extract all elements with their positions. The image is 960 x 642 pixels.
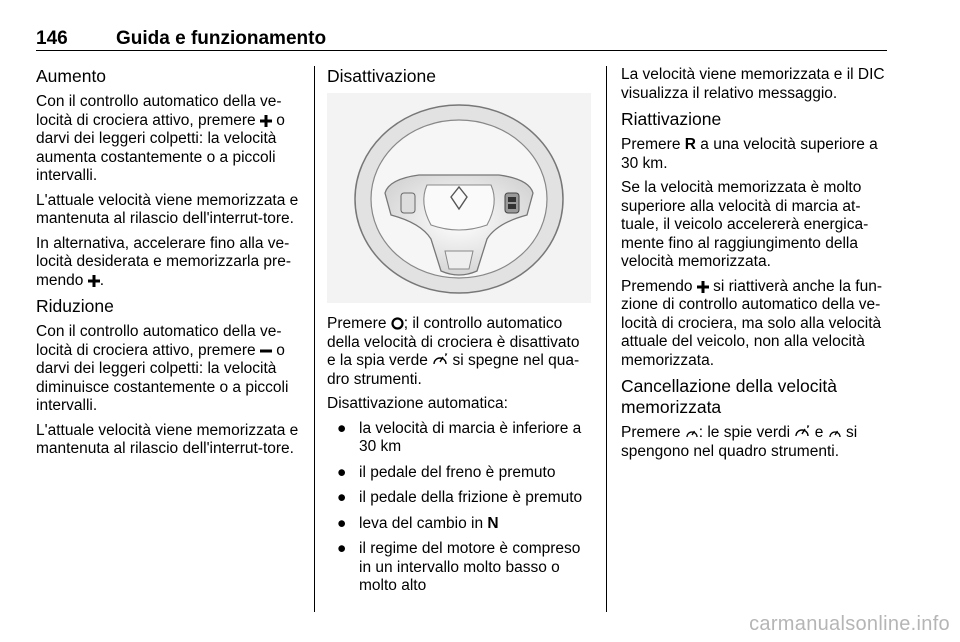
text: il pedale del freno è premuto bbox=[359, 463, 556, 481]
text: o darvi dei leggeri colpetti: la velocità aumenta costantemente o a piccoli intervalli. bbox=[36, 111, 285, 184]
text: e bbox=[814, 424, 824, 441]
paragraph: Se la velocità memorizzata è molto superiore alla velocità di marcia at-tuale, il veicolo accelererà energica-mente fino al raggiungimento della velocità memorizzata. bbox=[621, 179, 869, 270]
list-item bbox=[327, 540, 591, 596]
bullet-marker: ● bbox=[337, 419, 347, 437]
paragraph: La velocità viene memorizzata e il DIC visualizza il relativo messaggio. bbox=[621, 66, 885, 102]
heading-line: Cancellazione della velocità bbox=[621, 376, 837, 396]
text: Premere bbox=[621, 424, 681, 441]
plus-icon bbox=[697, 281, 709, 293]
section-heading-aumento: Aumento bbox=[36, 66, 107, 86]
section-heading-riduzione: Riduzione bbox=[36, 296, 114, 316]
text: o darvi dei leggeri colpetti: la velocità diminuisce costantemente o a piccoli intervalli. bbox=[36, 341, 289, 414]
text: Premere bbox=[621, 136, 681, 153]
paragraph bbox=[621, 424, 889, 461]
plus-icon bbox=[88, 275, 100, 287]
steering-wheel-illustration bbox=[327, 93, 591, 303]
text: Premere bbox=[327, 315, 387, 332]
text: il pedale della frizione è premuto bbox=[359, 489, 583, 506]
circle-o-icon bbox=[391, 317, 404, 330]
list-item bbox=[327, 420, 591, 457]
text: leva del cambio in bbox=[359, 514, 484, 532]
minus-icon bbox=[260, 345, 272, 357]
text: . bbox=[99, 271, 105, 289]
text: In alternativa, accelerare fino alla ve-locità desiderata e memorizzarla pre-mendo bbox=[36, 234, 291, 289]
cruise-control-lamp-icon bbox=[432, 353, 448, 367]
bullet-marker: ● bbox=[337, 463, 347, 481]
paragraph: L'attuale velocità viene memorizzata e mantenuta al rilascio dell'interrut-tore. bbox=[36, 421, 299, 457]
text: Premendo bbox=[621, 277, 693, 295]
key-r: R bbox=[684, 136, 696, 153]
gear-key: N bbox=[487, 514, 499, 532]
column-divider bbox=[314, 66, 315, 612]
paragraph: L'attuale velocità viene memorizzata e mantenuta al rilascio dell'interrut-tore. bbox=[36, 191, 299, 227]
page-header bbox=[36, 28, 887, 51]
text: la velocità di marcia è inferiore a 30 km bbox=[359, 419, 582, 455]
paragraph bbox=[36, 93, 300, 186]
bullet-list bbox=[327, 420, 591, 596]
text: Con il controllo automatico della ve-locità di crociera attivo, premere bbox=[36, 323, 282, 359]
list-item bbox=[327, 489, 591, 508]
column-divider bbox=[606, 66, 607, 612]
column-3 bbox=[621, 66, 889, 467]
paragraph bbox=[621, 278, 889, 371]
text: si spengono nel quadro strumenti. bbox=[621, 424, 858, 460]
running-title: Guida e funzionamento bbox=[116, 28, 327, 49]
text: il regime del motore è compreso in un intervallo molto basso o molto alto bbox=[359, 540, 581, 594]
cruise-control-lamp-icon bbox=[794, 425, 810, 439]
page-number: 146 bbox=[36, 28, 68, 49]
bullet-marker: ● bbox=[337, 489, 347, 506]
section-heading-disattivazione: Disattivazione bbox=[327, 66, 436, 86]
text: si spegne nel qua-dro strumenti. bbox=[327, 352, 580, 388]
column-1 bbox=[36, 66, 300, 465]
text: si riattiverà anche la fun-zione di controllo automatico della ve-locità di crociera, ma solo alla velocità attuale del veicolo, non alla velocità memorizzata. bbox=[621, 277, 882, 369]
bullet-marker: ● bbox=[337, 514, 347, 532]
paragraph bbox=[327, 315, 591, 389]
paragraph: Disattivazione automatica: bbox=[327, 395, 508, 412]
text: ; il controllo automatico della velocità di crociera è disattivato e la spia verde bbox=[327, 315, 580, 369]
paragraph bbox=[36, 323, 300, 416]
speed-limiter-lamp-icon bbox=[685, 427, 699, 439]
plus-icon bbox=[260, 115, 272, 127]
text: a una velocità superiore a 30 km. bbox=[621, 136, 878, 172]
list-item bbox=[327, 515, 591, 534]
list-item bbox=[327, 464, 591, 483]
paragraph bbox=[36, 235, 300, 291]
text: Con il controllo automatico della ve-locità di crociera attivo, premere bbox=[36, 93, 282, 129]
column-2 bbox=[327, 66, 591, 603]
paragraph bbox=[621, 136, 889, 173]
speed-limiter-lamp-icon bbox=[828, 427, 842, 439]
bullet-marker: ● bbox=[337, 540, 347, 557]
section-heading-riattivazione: Riattivazione bbox=[621, 109, 722, 129]
text: : le spie verdi bbox=[698, 424, 791, 441]
heading-line: memorizzata bbox=[621, 397, 722, 417]
section-heading-cancellazione bbox=[621, 376, 889, 418]
watermark: carmanualsonline.info bbox=[749, 613, 950, 635]
